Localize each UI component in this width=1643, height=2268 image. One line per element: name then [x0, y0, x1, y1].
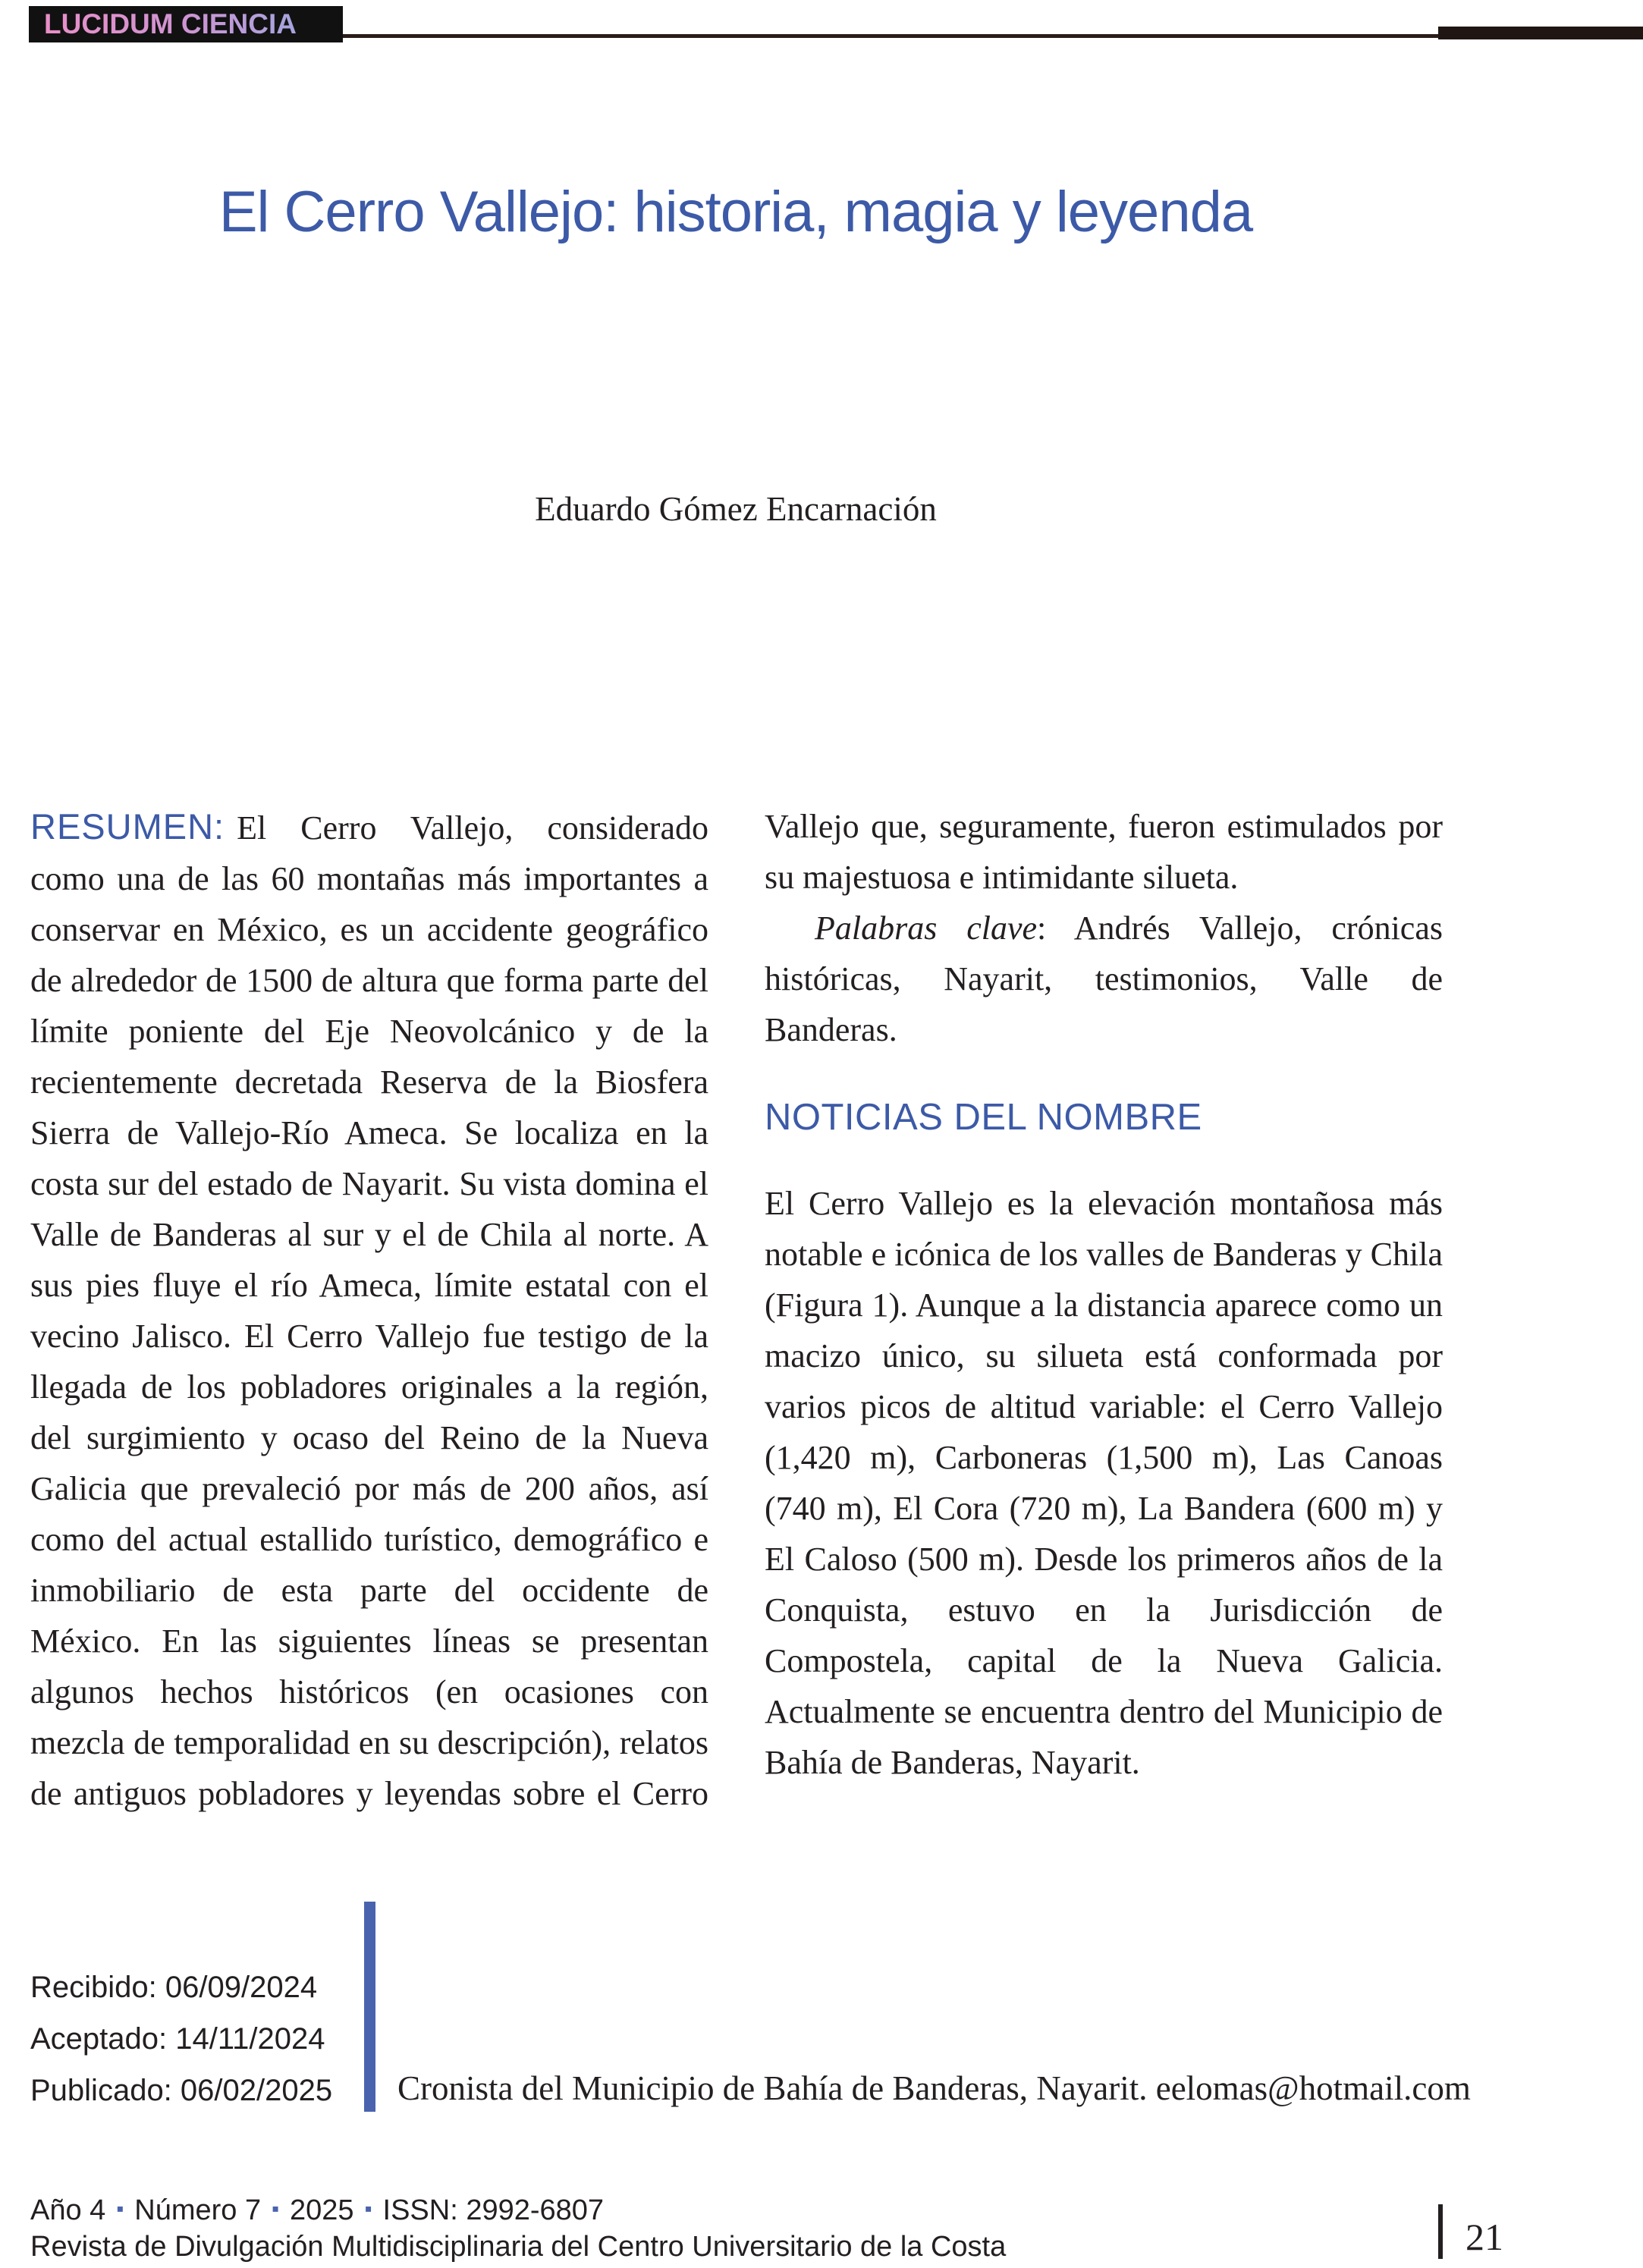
masthead — [29, 6, 343, 42]
abstract-label: RESUMEN: — [30, 806, 225, 847]
abstract-text: El Cerro Vallejo, considerado como una de las 60 montañas más importantes a conservar en México, es un accidente geográfico de alrededor de 1500 de altura que forma parte del límite poniente del Eje Neovolcánico y de la recientemente decretada Reserva de la Biosfera Sierra de Vallejo-Río Ameca. Se localiza en la costa sur del estado de Nayarit. Su vista domina el Valle de Banderas al sur y el de Chila al norte. A sus pies fluye el río Ameca, límite estatal con el vecino Jalisco. El Cerro Vallejo fue testigo de la llegada de los pobladores originales a la región, del surgimiento y ocaso del Reino de la Nueva Galicia que prevaleció por más de 200 años, así como del actual estallido turístico, demográfico e inmobiliario de esta parte del occidente de México. En las siguientes líneas se presentan algunos hechos históricos (en ocasiones con mezcla de temporalidad en su descripción), relatos de antiguos pobladores y leyendas sobre el Cerro Vallejo que, seguramente, fueron estimulados por su majestuosa e intimidante silueta. — [30, 808, 1443, 1812]
issue-issn: ISSN: 2992-6807 — [382, 2194, 605, 2226]
bullet-square-icon: ▪ — [272, 2196, 280, 2220]
bullet-square-icon: ▪ — [116, 2196, 124, 2220]
article-body — [30, 801, 1443, 1827]
date-received: Recibido: 06/09/2024 — [30, 1971, 318, 2004]
issue-number: Número 7 — [134, 2194, 262, 2226]
header-rule-accent — [1438, 27, 1643, 39]
section-paragraph: El Cerro Vallejo es la elevación montañosa más notable e icónica de los valles de Banderas y Chila (Figura 1). Aunque a la distancia aparece como un macizo único, su silueta está conformada por varios picos de altitud variable: el Cerro Vallejo (1,420 m), Carboneras (1,500 m), Las Canoas (740 m), El Cora (720 m), La Bandera (600 m) y El Caloso (500 m). Desde los primeros años de la Conquista, estuvo en la Jurisdicción de Compostela, capital de la Nueva Galicia. Actualmente se encuentra dentro del Municipio de Bahía de Banderas, Nayarit. — [765, 1185, 1443, 1781]
article-title: El Cerro Vallejo: historia, magia y leyenda — [218, 180, 1253, 244]
journal-name: Revista de Divulgación Multidisciplinaria del Centro Universitario de la Costa — [30, 2231, 1007, 2263]
issue-meta-line — [30, 2194, 604, 2227]
keywords-paragraph — [765, 903, 1443, 1055]
page-number: 21 — [1466, 2216, 1503, 2258]
affiliation-divider-bar — [364, 1902, 375, 2112]
journal-brand: LUCIDUM CIENCIA — [44, 8, 297, 39]
page-number-divider — [1438, 2204, 1443, 2259]
date-accepted: Aceptado: 14/11/2024 — [30, 2022, 325, 2056]
section-heading: NOTICIAS DEL NOMBRE — [765, 1097, 1202, 1138]
issue-date: 2025 — [290, 2194, 354, 2226]
article-author: Eduardo Gómez Encarnación — [535, 490, 937, 528]
author-affiliation: Cronista del Municipio de Bahía de Banderas, Nayarit. eelomas@hotmail.com — [397, 2069, 1471, 2107]
keywords-text: : Andrés Vallejo, crónicas históricas, Nayarit, testimonios, Valle de Banderas. — [765, 909, 1443, 1048]
date-published: Publicado: 06/02/2025 — [30, 2074, 333, 2107]
keywords-label: Palabras clave — [815, 909, 1038, 947]
bullet-square-icon: ▪ — [364, 2196, 372, 2220]
issue-year: Año 4 — [30, 2194, 106, 2226]
